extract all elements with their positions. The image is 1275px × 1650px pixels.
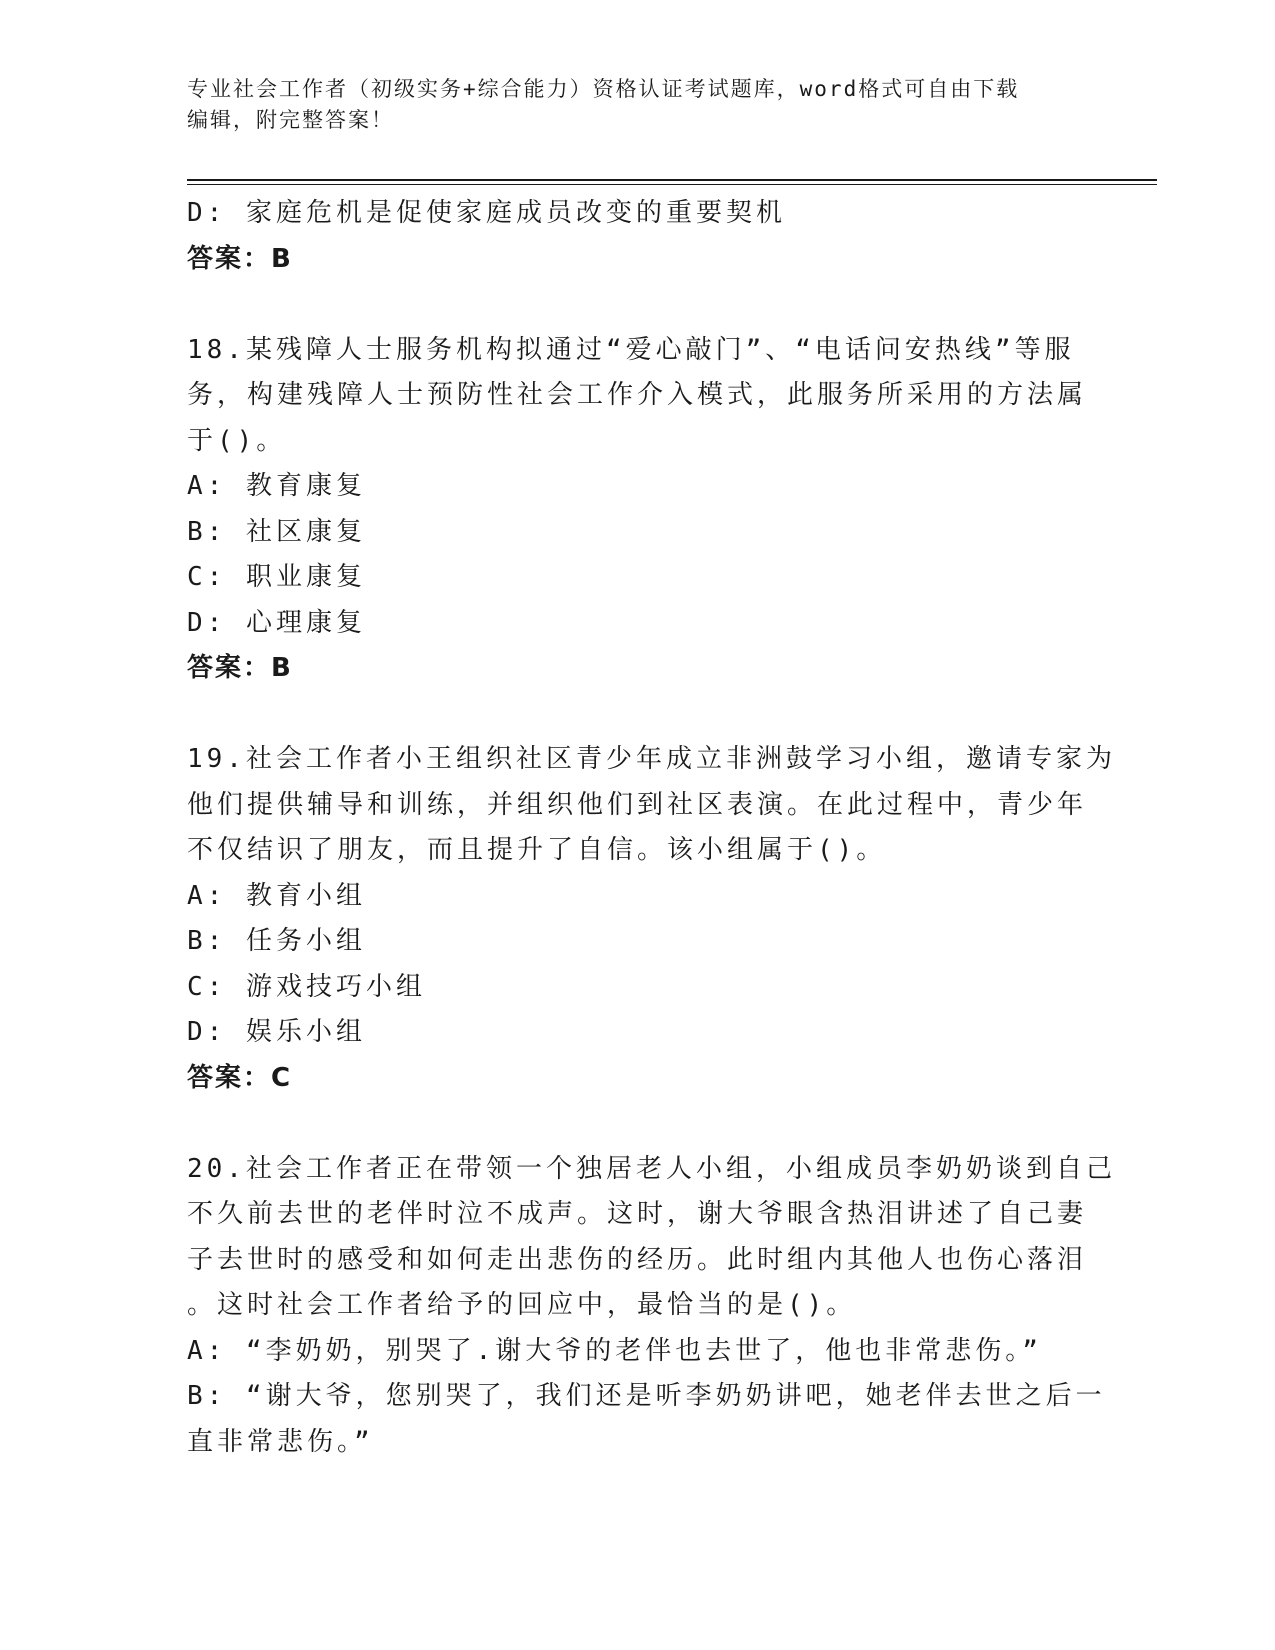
q20-stem-line-4: 。这时社会工作者给予的回应中，最恰当的是()。 bbox=[187, 1290, 857, 1320]
q18-stem-line-2: 务，构建残障人士预防性社会工作介入模式，此服务所采用的方法属 bbox=[187, 380, 1088, 410]
q19-answer: 答案：C bbox=[187, 1062, 293, 1093]
spacer bbox=[187, 692, 1087, 738]
q18-option-b: B: 社区康复 bbox=[187, 516, 366, 547]
q20-option-b: B: “谢大爷，您别哭了，我们还是听李奶奶讲吧，她老伴去世之后一 bbox=[187, 1381, 1106, 1411]
header-divider-thin bbox=[187, 184, 1157, 185]
q20-stem-line-3: 子去世时的感受和如何走出悲伤的经历。此时组内其他人也伤心落泪 bbox=[187, 1244, 1088, 1275]
document-header bbox=[187, 74, 1087, 136]
q20-option-a: A: “李奶奶，别哭了.谢大爷的老伴也去世了，他也非常悲伤。” bbox=[187, 1335, 1042, 1366]
header-line-2: 编辑，附完整答案！ bbox=[187, 108, 394, 132]
q19-option-b: B: 任务小组 bbox=[187, 926, 366, 956]
q20-stem-line-1: 20.社会工作者正在带领一个独居老人小组，小组成员李奶奶谈到自己 bbox=[187, 1153, 1116, 1184]
q19-option-a: A: 教育小组 bbox=[187, 880, 366, 911]
q20-stem-line-2: 不久前去世的老伴时泣不成声。这时，谢大爷眼含热泪讲述了自己妻 bbox=[187, 1199, 1088, 1229]
q19-option-c: C: 游戏技巧小组 bbox=[187, 971, 426, 1002]
q18-option-d: D: 心理康复 bbox=[187, 607, 366, 638]
q17-option-d: D: 家庭危机是促使家庭成员改变的重要契机 bbox=[187, 198, 786, 228]
q18-answer: 答案：B bbox=[187, 653, 293, 683]
header-line-1: 专业社会工作者（初级实务+综合能力）资格认证考试题库，word格式可自由下载 bbox=[187, 77, 1020, 101]
header-divider-thick bbox=[187, 179, 1157, 181]
q20-option-b-continued: 直非常悲伤。” bbox=[187, 1426, 374, 1457]
q17-answer: 答案：B bbox=[187, 243, 293, 274]
question-content bbox=[187, 191, 1116, 1465]
spacer bbox=[187, 1101, 1087, 1147]
spacer bbox=[187, 282, 1087, 328]
q19-option-d: D: 娱乐小组 bbox=[187, 1017, 366, 1047]
q19-stem-line-3: 不仅结识了朋友，而且提升了自信。该小组属于()。 bbox=[187, 835, 887, 865]
q18-stem-line-1: 18.某残障人士服务机构拟通过“爱心敲门”、“电话问安热线”等服 bbox=[187, 334, 1075, 365]
q19-stem-line-1: 19.社会工作者小王组织社区青少年成立非洲鼓学习小组，邀请专家为 bbox=[187, 744, 1116, 774]
q18-option-c: C: 职业康复 bbox=[187, 562, 366, 592]
q19-stem-line-2: 他们提供辅导和训练，并组织他们到社区表演。在此过程中，青少年 bbox=[187, 789, 1088, 820]
q18-option-a: A: 教育康复 bbox=[187, 471, 366, 501]
q18-stem-line-3: 于()。 bbox=[187, 425, 287, 456]
